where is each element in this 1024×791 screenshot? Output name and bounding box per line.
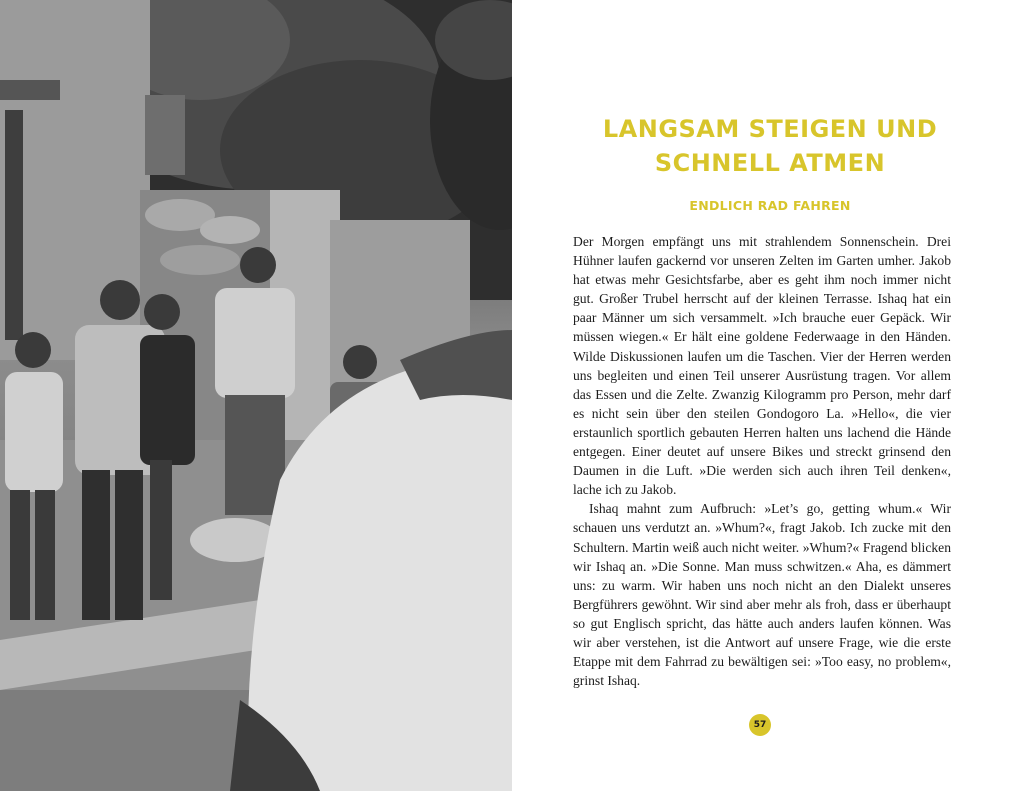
paragraph: Der Morgen empfängt uns mit strahlendem Sonnenschein. Drei Hühner laufen gackernd vor unseren Zelten im Garten umher. Jakob hat etwas mehr Gesichtsfarbe, aber es geht ihm noch immer nicht gut. Großer Trubel herrscht auf der kleinen Terrasse. Ishaq hat ein paar Männer um sich versammelt. »Ich brauche euer Gepäck. Wir müssen wiegen.« Er hält eine goldene Federwaage in den Händen. Wilde Diskussionen laufen um die Taschen. Vier der Herren werden uns begleiten und einen Teil unserer Ausrüstung tragen. Vor allem das Essen und die Zelte. Zwanzig Kilogramm pro Person, mehr darf es nicht sein über den steilen Gondogoro La. »Hello«, die vier erstaunlich sportlich gebauten Herren halten uns lachend die Hände entgegen. Einer deutet auf unsere Bikes und streckt grinsend den Daumen in die Luft. »Die werden sich auch ihren Teil denken«, lache ich zu Jakob. bbox=[573, 234, 951, 498]
page-number: 57 bbox=[749, 714, 771, 736]
chapter-subtitle: ENDLICH RAD FAHREN bbox=[689, 198, 851, 213]
paragraph: Ishaq mahnt zum Aufbruch: »Let’s go, getting whum.« Wir schauen uns verdutzt an. »Whum?«, fragt Jakob. Ich zucke mit den Schultern. Martin weiß auch nicht weiter. »Whum?« Fragend blicken wir Ishaq an. »Die Sonne. Man muss schwitzen.« Aha, es dämmert uns: zu warm. Wir haben uns noch nicht an den Dialekt unseres Bergführers gewöhnt. Wir sind aber mehr als froh, dass er überhaupt so gut Englisch spricht, das hätte auch anders laufen können. Was wir aber verstehen, ist die Antwort auf unsere Frage, wie die erste Etappe mit dem Fahrrad zu bewältigen sei: »Too easy, no problem«, grinst Ishaq. bbox=[573, 501, 951, 689]
chapter-title: LANGSAM STEIGEN UND SCHNELL ATMEN bbox=[602, 115, 938, 177]
text-page bbox=[512, 0, 1024, 791]
body-text bbox=[573, 232, 951, 690]
